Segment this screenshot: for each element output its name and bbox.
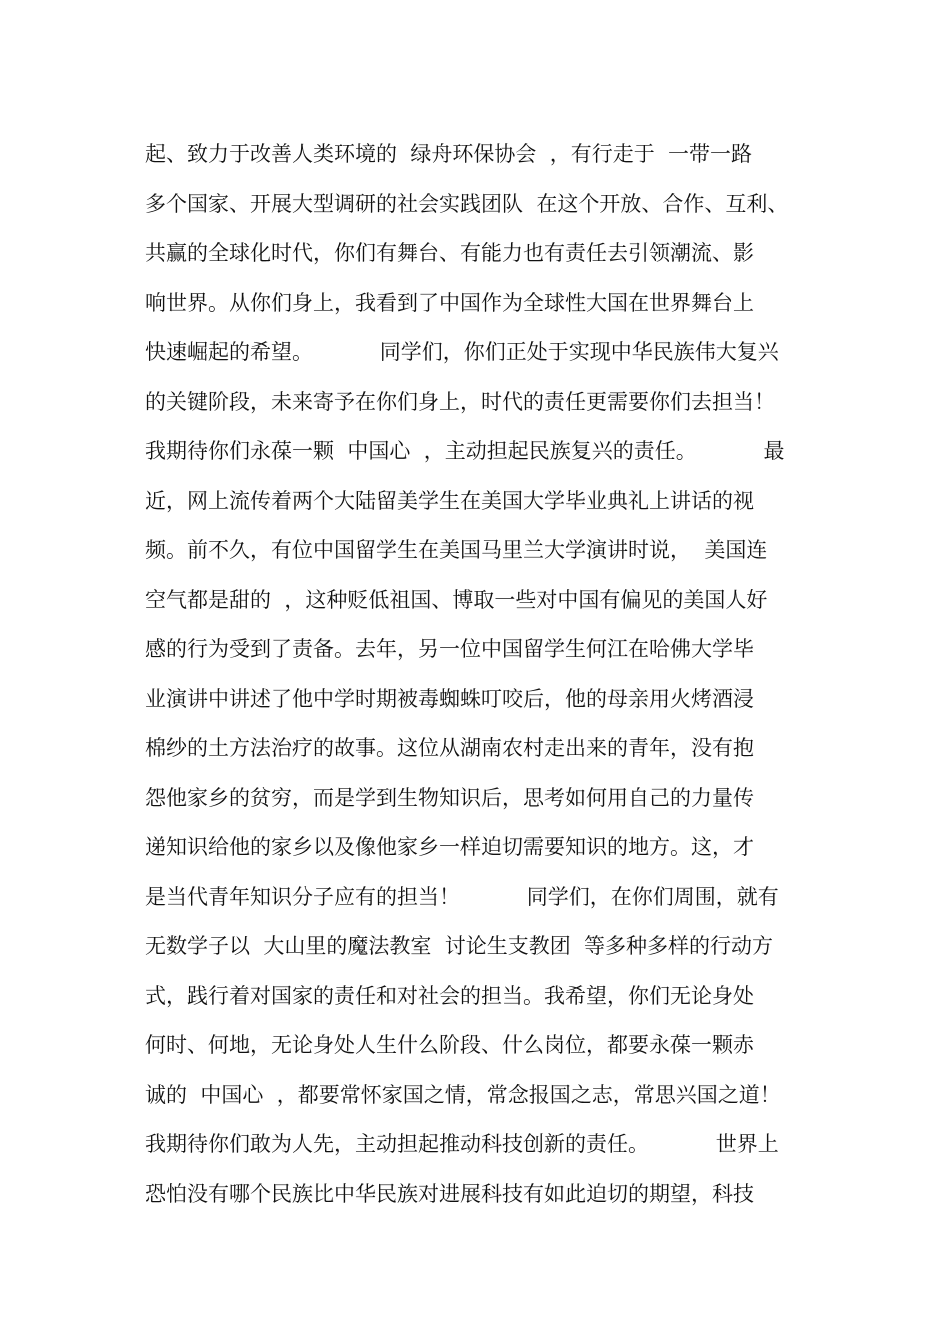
text-line: 棉纱的土方法治疗的故事。这位从湖南农村走出来的青年，没有抱 xyxy=(145,736,754,760)
text-line: 感的行为受到了责备。去年，另一位中国留学生何江在哈佛大学毕 xyxy=(145,637,754,661)
text-line: 我期待你们永葆一颗 中国心 ，主动担起民族复兴的责任。 最 xyxy=(145,439,785,463)
text-line: 起、致力于改善人类环境的 绿舟环保协会 ，有行走于 一带一路 xyxy=(145,142,753,166)
text-line: 的关键阶段，未来寄予在你们身上，时代的责任更需要你们去担当！ xyxy=(145,389,775,414)
text-line: 式，践行着对国家的责任和对社会的担当。我希望，你们无论身处 xyxy=(145,983,754,1008)
text-line: 恐怕没有哪个民族比中华民族对进展科技有如此迫切的期望，科技 xyxy=(145,1181,754,1206)
body-text xyxy=(145,130,835,1219)
text-line: 频。前不久，有位中国留学生在美国马里兰大学演讲时说， 美国连 xyxy=(145,538,768,562)
text-line: 近，网上流传着两个大陆留美学生在美国大学毕业典礼上讲话的视 xyxy=(145,488,754,513)
text-line: 何时、何地，无论身处人生什么阶段、什么岗位，都要永葆一颗赤 xyxy=(145,1033,754,1057)
text-line: 诚的 中国心 ，都要常怀家国之情，常念报国之志，常思兴国之道！ xyxy=(145,1082,781,1107)
text-line: 业演讲中讲述了他中学时期被毒蜘蛛叮咬后，他的母亲用火烤酒浸 xyxy=(145,686,754,711)
text-line: 递知识给他的家乡以及像他家乡一样迫切需要知识的地方。这，才 xyxy=(145,835,754,859)
text-line: 快速崛起的希望。 同学们，你们正处于实现中华民族伟大复兴 xyxy=(145,340,779,364)
text-line: 共赢的全球化时代，你们有舞台、有能力也有责任去引领潮流、影 xyxy=(145,241,754,265)
text-line: 空气都是甜的 ，这种贬低祖国、博取一些对中国有偏见的美国人好 xyxy=(145,587,768,612)
text-line: 是当代青年知识分子应有的担当！ 同学们，在你们周围，就有 xyxy=(145,884,779,909)
text-line: 无数学子以 大山里的魔法教室 讨论生支教团 等多种多样的行动方 xyxy=(145,934,774,958)
text-line: 我期待你们敢为人先，主动担起推动科技创新的责任。 世界上 xyxy=(145,1132,779,1156)
text-line: 多个国家、开展大型调研的社会实践团队 在这个开放、合作、互利、 xyxy=(145,191,789,216)
text-line: 响世界。从你们身上，我看到了中国作为全球性大国在世界舞台上 xyxy=(145,290,754,315)
text-line: 怨他家乡的贫穷，而是学到生物知识后，思考如何用自己的力量传 xyxy=(145,785,754,810)
